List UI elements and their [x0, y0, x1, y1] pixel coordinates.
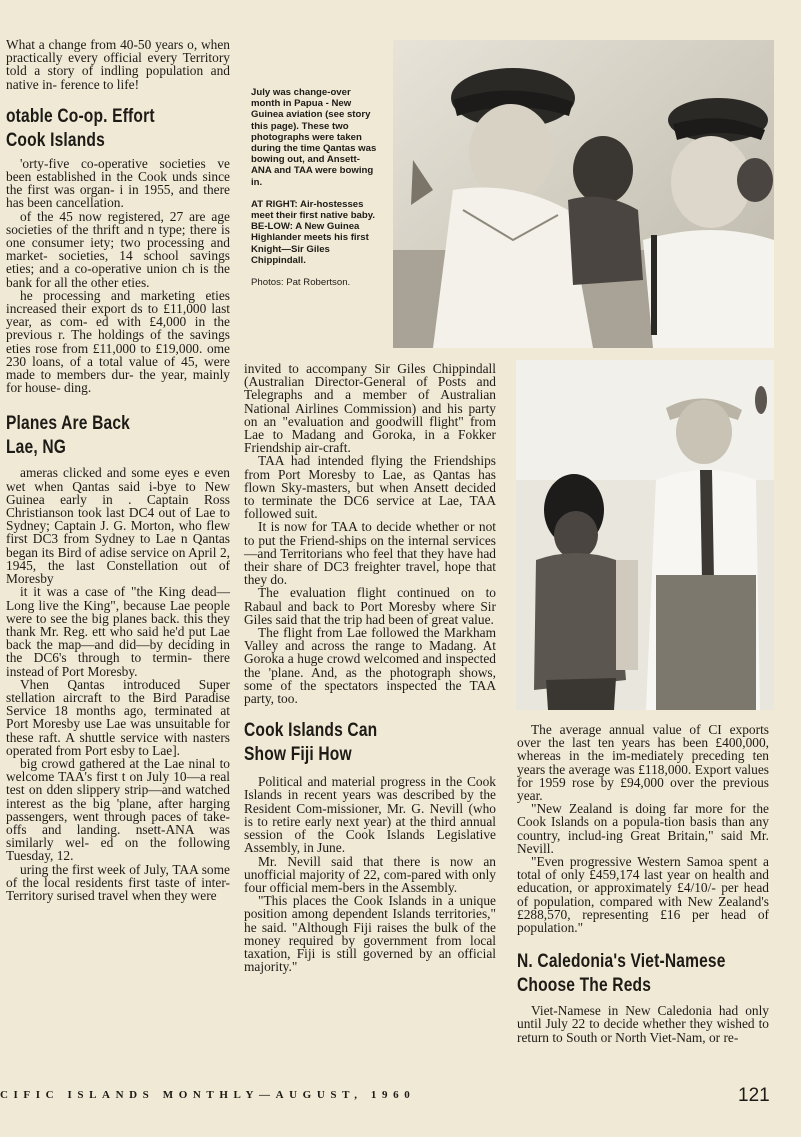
planes-paragraph: ameras clicked and some eyes e even wet when Qantas said i-bye to New Guinea early in . Captain Ross Christianson took last DC4 out of Lae to Sydney; Captain J. G. Morton, who flew first DC3 from Sydney to Lae n Qantas began its Bird of adise service on April 2, 1945, the last Constellation out of Moresby	[6, 465, 230, 587]
viet-namese-paragraph: Viet-Namese in New Caledonia had only until July 22 to decide whether they wished to return to South or North Viet-Nam, or re-	[517, 1003, 769, 1045]
coop-paragraph: of the 45 now registered, 27 are age societies of the thrift and n type; there is one consumer iety; two processing and market- societies, 14 school savings eties; and a co-operative union ch is the bank for all the other eties.	[6, 208, 230, 290]
page-footer	[0, 1085, 801, 1107]
footer-publication: CIFIC ISLANDS MONTHLY—AUGUST, 1960	[0, 1089, 416, 1101]
flight-paragraph: The evaluation flight continued on to Rabaul and back to Port Moresby where Sir Giles said that the trip had been of great value.	[244, 585, 496, 627]
coop-paragraph: 'orty-five co-operative societies ve been established in the Cook unds since the first was organ- i in 1955, and there has been cancellation.	[6, 155, 230, 211]
flight-paragraph: invited to accompany Sir Giles Chippindall (Australian Director-General of Posts and Telegraphs and a member of Australian National Airlines Commission) and his party on an "evaluation and goodwill flight" from Lae to Madang and Goroka, in a Fokker Friendship air-craft.	[244, 361, 496, 456]
heading-coop-line2: Cook Islands	[6, 129, 105, 151]
planes-paragraph: Vhen Qantas introduced Super stellation aircraft to the Bird Paradise Service 18 months ago, terminated at Port Moresby use Lae was unsuitable for these raft. A shuttle service with nasters operated from Port esby to Lae].	[6, 676, 230, 758]
cook-fiji-paragraph: Political and material progress in the Cook Islands in recent years was described by the Resident Com-missioner, Mr. G. Nevill (who is to retire early next year) at the third annual session of the Cook Islands Legislative Assembly, in June.	[244, 774, 496, 856]
planes-paragraph: big crowd gathered at the Lae ninal to welcome TAA's first t on July 10—a real test on dden slippery strip—and watched interest as the big 'plane, after harging passengers, went through paces of take-offs and landing. nsett-ANA was similarly wel- ed on the following Tuesday, 12.	[6, 755, 230, 864]
flight-paragraph: The flight from Lae followed the Markham Valley and across the range to Madang. At Goroka a huge crowd welcomed and inspected the 'plane. And, as the photograph shows, some of the spectators inspected the TAA party, too.	[244, 625, 496, 707]
heading-planes-line1: Planes Are Back	[6, 413, 130, 435]
air-hostesses-image	[393, 40, 774, 348]
cook-fiji-paragraph: "This places the Cook Islands in a unique position among dependent Islands territories," he said. "Although Fiji raises the bulk of the money required by government from local taxation, Fiji is still governed by an official majority."	[244, 893, 496, 975]
cook-fiji-paragraph: Mr. Nevill said that there is now an unofficial majority of 22, com-pared with only four official mem-bers in the Assembly.	[244, 853, 496, 895]
heading-planes-line2: Lae, NG	[6, 437, 67, 459]
flight-paragraph: It is now for TAA to decide whether or not to put the Friend-ships on the internal services—and Territorians who feel that they have had their share of DC3 freighter travel, hope that they do.	[244, 519, 496, 588]
photo-highlander-knight	[516, 360, 774, 710]
cook-exports-paragraph: The average annual value of CI exports over the last ten years has been £400,000, whereas in the im-mediately preceding ten years the average was £118,000. Export values for 1959 rose by £94,000 over the previous year.	[517, 722, 769, 804]
flight-paragraph: TAA had intended flying the Friendships from Port Moresby to Lae, as Qantas has flown Sky-masters, but when Ansett decided to terminate the DC6 service at Lae, TAA followed suit.	[244, 453, 496, 522]
cook-exports-paragraph: "New Zealand is doing far more for the Cook Islands on a popula-tion basis than any country, includ-ing Great Britain," said Mr. Nevill.	[517, 801, 769, 856]
photo-credit: Photos: Pat Robertson.	[251, 277, 351, 289]
heading-cook-fiji-line2: Show Fiji How	[244, 744, 352, 766]
cook-exports-paragraph: "Even progressive Western Samoa spent a total of only £459,174 last year on health and education, or approximately £4/10/- per head of population, compared with New Zealand's £288,570, representing £16 per head of population."	[517, 854, 769, 936]
heading-viet-namese-line1: N. Caledonia's Viet-Namese	[517, 951, 726, 973]
middle-column	[244, 362, 496, 973]
caption-paragraph: AT RIGHT: Air-hostesses meet their first native baby. BE-LOW: A New Guinea Highlander meets his first Knight—Sir Giles Chippindall.	[251, 198, 376, 266]
heading-cook-fiji-line1: Cook Islands Can	[244, 720, 378, 742]
planes-paragraph: uring the first week of July, TAA some of the local residents first taste of inter-Territory surised travel when they were	[6, 861, 230, 903]
intro-paragraph: What a change from 40-50 years o, when practically every official every Territory told a story of indling population and native in- ference to life!	[6, 37, 230, 92]
right-column	[517, 723, 769, 1044]
coop-paragraph: he processing and marketing eties increased their export ds to £11,000 last year, as com- ed with £4,000 in the previous r. The holdings of the savings eties rose from £11,000 to £19,000. ome 230 loans, of a total value of 45, were made to members dur- the year, mainly for house- ding.	[6, 287, 230, 396]
photo-air-hostesses	[393, 40, 774, 348]
caption-paragraph: July was change-over month in Papua - New Guinea aviation (see story this page). These two photographs were taken during the time Qantas was bowing out, and Ansett-ANA and TAA were bowing in.	[251, 87, 377, 188]
heading-coop-line1: otable Co-op. Effort	[6, 105, 155, 127]
heading-viet-namese-line2: Choose The Reds	[517, 975, 652, 997]
left-column	[6, 38, 230, 902]
planes-paragraph: it it was a case of "the King dead—Long live the King", because Lae people were to see the big planes back. this they thank Mr. Reg. ett who said he'd put Lae back the map—and did—by deciding in the DC6's through to termin- there instead of Port Moresby.	[6, 584, 230, 679]
page-number: 121	[738, 1085, 770, 1106]
highlander-knight-image	[516, 360, 774, 710]
photo-caption	[251, 87, 379, 288]
